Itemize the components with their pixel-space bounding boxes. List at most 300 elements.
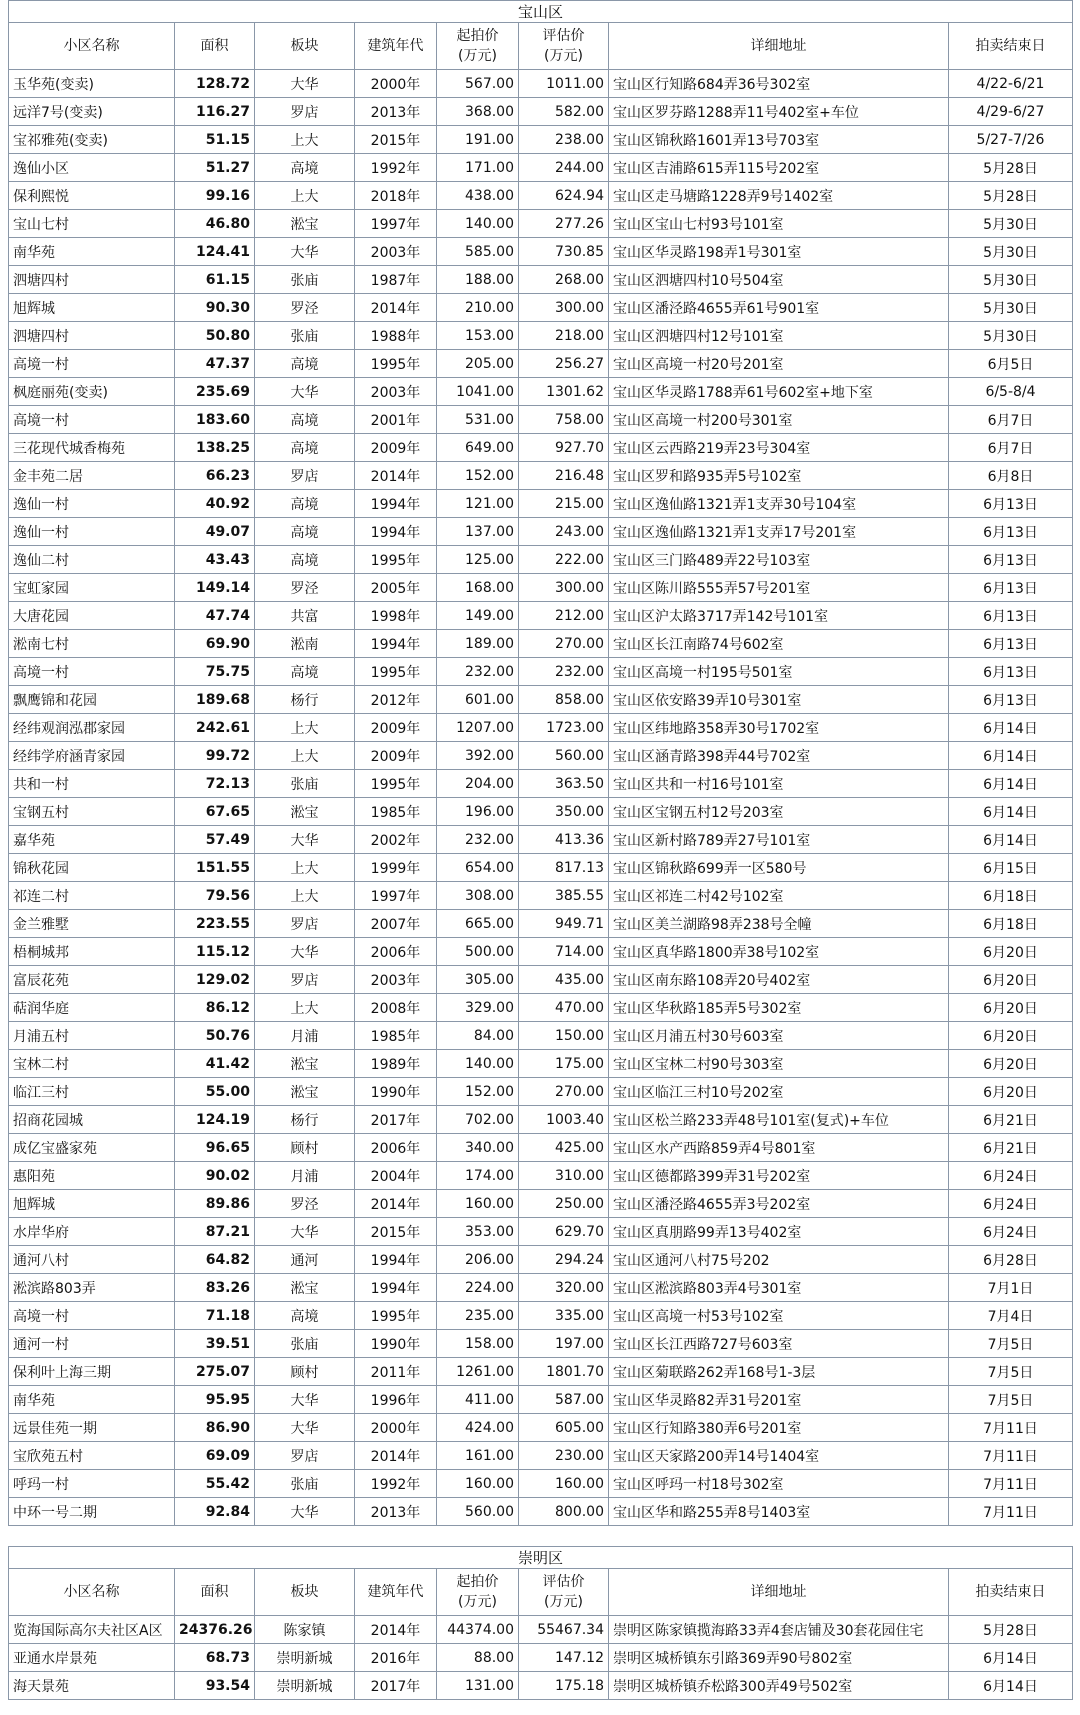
cell-block: 上大 [255, 854, 355, 882]
cell-end-date: 6月20日 [949, 1078, 1073, 1106]
table-row [9, 546, 1073, 574]
table-row [9, 1470, 1073, 1498]
cell-start-price: 206.00 [437, 1246, 519, 1274]
cell-area: 41.42 [175, 1050, 255, 1078]
cell-eval-price: 385.55 [519, 882, 609, 910]
cell-name: 览海国际高尔夫社区A区 [9, 1616, 175, 1644]
cell-block: 罗店 [255, 910, 355, 938]
cell-block: 高境 [255, 658, 355, 686]
cell-start-price: 196.00 [437, 798, 519, 826]
cell-eval-price: 294.24 [519, 1246, 609, 1274]
cell-eval-price: 425.00 [519, 1134, 609, 1162]
cell-name: 旭辉城 [9, 294, 175, 322]
cell-end-date: 5月28日 [949, 154, 1073, 182]
cell-address: 宝山区锦秋路1601弄13号703室 [609, 126, 949, 154]
table-row [9, 322, 1073, 350]
cell-name: 亚通水岸景苑 [9, 1644, 175, 1672]
table-row [9, 1386, 1073, 1414]
cell-end-date: 7月5日 [949, 1386, 1073, 1414]
cell-start-price: 171.00 [437, 154, 519, 182]
cell-eval-price: 605.00 [519, 1414, 609, 1442]
cell-start-price: 205.00 [437, 350, 519, 378]
cell-area: 55.00 [175, 1078, 255, 1106]
cell-area: 89.86 [175, 1190, 255, 1218]
cell-year: 2017年 [355, 1672, 437, 1700]
cell-block: 淞宝 [255, 1050, 355, 1078]
cell-area: 47.74 [175, 602, 255, 630]
column-header-name: 小区名称 [9, 1569, 175, 1616]
column-header-year: 建筑年代 [355, 23, 437, 70]
section-title-row [9, 1, 1073, 23]
cell-address: 宝山区德都路399弄31号202室 [609, 1162, 949, 1190]
table-header-row [9, 23, 1073, 70]
column-header-start-price [437, 23, 519, 70]
cell-end-date: 7月11日 [949, 1442, 1073, 1470]
cell-address: 宝山区宝钢五村12号203室 [609, 798, 949, 826]
cell-name: 南华苑 [9, 238, 175, 266]
table-row [9, 70, 1073, 98]
cell-area: 124.41 [175, 238, 255, 266]
cell-block: 上大 [255, 126, 355, 154]
cell-end-date: 6月14日 [949, 798, 1073, 826]
cell-address: 宝山区月浦五村30号603室 [609, 1022, 949, 1050]
cell-area: 43.43 [175, 546, 255, 574]
cell-eval-price: 363.50 [519, 770, 609, 798]
cell-address: 宝山区涵青路398弄44号702室 [609, 742, 949, 770]
table-row [9, 210, 1073, 238]
cell-end-date: 7月4日 [949, 1302, 1073, 1330]
cell-address: 宝山区美兰湖路98弄238号全幢 [609, 910, 949, 938]
cell-end-date: 5月28日 [949, 182, 1073, 210]
cell-address: 宝山区沪太路3717弄142号101室 [609, 602, 949, 630]
table-row [9, 1134, 1073, 1162]
cell-end-date: 6月7日 [949, 406, 1073, 434]
cell-area: 68.73 [175, 1644, 255, 1672]
cell-area: 40.92 [175, 490, 255, 518]
cell-start-price: 152.00 [437, 462, 519, 490]
cell-block: 高境 [255, 434, 355, 462]
cell-name: 宝祁雅苑(变卖) [9, 126, 175, 154]
column-header-start-price [437, 1569, 519, 1616]
cell-name: 逸仙一村 [9, 518, 175, 546]
column-header-eval-price [519, 23, 609, 70]
table-row [9, 294, 1073, 322]
cell-address: 宝山区逸仙路1321弄1支弄30号104室 [609, 490, 949, 518]
table-row [9, 1162, 1073, 1190]
cell-eval-price: 270.00 [519, 1078, 609, 1106]
cell-name: 宝虹家园 [9, 574, 175, 602]
cell-area: 86.12 [175, 994, 255, 1022]
cell-end-date: 6月7日 [949, 434, 1073, 462]
cell-area: 49.07 [175, 518, 255, 546]
cell-year: 2009年 [355, 434, 437, 462]
cell-end-date: 6月14日 [949, 1644, 1073, 1672]
table-row [9, 350, 1073, 378]
cell-eval-price: 218.00 [519, 322, 609, 350]
cell-address: 宝山区罗芬路1288弄11号402室+车位 [609, 98, 949, 126]
cell-block: 共富 [255, 602, 355, 630]
cell-year: 1989年 [355, 1050, 437, 1078]
cell-year: 1997年 [355, 882, 437, 910]
cell-year: 1992年 [355, 1470, 437, 1498]
cell-year: 2015年 [355, 1218, 437, 1246]
cell-block: 高境 [255, 406, 355, 434]
cell-eval-price: 244.00 [519, 154, 609, 182]
cell-block: 顾村 [255, 1134, 355, 1162]
table-row [9, 882, 1073, 910]
cell-year: 2001年 [355, 406, 437, 434]
cell-area: 24376.26 [175, 1616, 255, 1644]
cell-eval-price: 175.18 [519, 1672, 609, 1700]
cell-start-price: 140.00 [437, 1050, 519, 1078]
cell-address: 宝山区通河八村75号202 [609, 1246, 949, 1274]
cell-name: 泗塘四村 [9, 266, 175, 294]
cell-name: 旭辉城 [9, 1190, 175, 1218]
cell-address: 宝山区纬地路358弄30号1702室 [609, 714, 949, 742]
cell-name: 保利叶上海三期 [9, 1358, 175, 1386]
cell-end-date: 6月24日 [949, 1190, 1073, 1218]
cell-start-price: 189.00 [437, 630, 519, 658]
cell-name: 惠阳苑 [9, 1162, 175, 1190]
cell-year: 1994年 [355, 518, 437, 546]
cell-end-date: 5月30日 [949, 238, 1073, 266]
cell-start-price: 308.00 [437, 882, 519, 910]
column-header-label: 评估价 [542, 28, 585, 44]
cell-start-price: 424.00 [437, 1414, 519, 1442]
cell-block: 大华 [255, 378, 355, 406]
column-header-address: 详细地址 [609, 1569, 949, 1616]
cell-end-date: 6月21日 [949, 1134, 1073, 1162]
cell-area: 71.18 [175, 1302, 255, 1330]
column-header-name: 小区名称 [9, 23, 175, 70]
cell-year: 2000年 [355, 1414, 437, 1442]
cell-name: 金兰雅墅 [9, 910, 175, 938]
cell-eval-price: 560.00 [519, 742, 609, 770]
cell-eval-price: 216.48 [519, 462, 609, 490]
cell-year: 2000年 [355, 70, 437, 98]
cell-start-price: 1207.00 [437, 714, 519, 742]
table-row [9, 490, 1073, 518]
cell-eval-price: 758.00 [519, 406, 609, 434]
cell-area: 242.61 [175, 714, 255, 742]
table-row [9, 630, 1073, 658]
cell-eval-price: 413.36 [519, 826, 609, 854]
cell-start-price: 392.00 [437, 742, 519, 770]
cell-start-price: 702.00 [437, 1106, 519, 1134]
cell-end-date: 7月5日 [949, 1358, 1073, 1386]
cell-block: 陈家镇 [255, 1616, 355, 1644]
cell-block: 大华 [255, 1218, 355, 1246]
section-title: 崇明区 [9, 1547, 1073, 1569]
cell-eval-price: 243.00 [519, 518, 609, 546]
cell-block: 张庙 [255, 770, 355, 798]
table-row [9, 1050, 1073, 1078]
cell-eval-price: 435.00 [519, 966, 609, 994]
cell-end-date: 6月28日 [949, 1246, 1073, 1274]
column-header-label: 起拍价 [456, 1574, 499, 1590]
column-header-address: 详细地址 [609, 23, 949, 70]
cell-address: 宝山区华灵路198弄1号301室 [609, 238, 949, 266]
cell-year: 2008年 [355, 994, 437, 1022]
cell-area: 83.26 [175, 1274, 255, 1302]
column-header-label: 起拍价 [456, 28, 499, 44]
cell-block: 淞宝 [255, 1078, 355, 1106]
cell-block: 上大 [255, 714, 355, 742]
cell-start-price: 152.00 [437, 1078, 519, 1106]
cell-block: 大华 [255, 238, 355, 266]
cell-area: 66.23 [175, 462, 255, 490]
cell-eval-price: 175.00 [519, 1050, 609, 1078]
table-row [9, 1358, 1073, 1386]
cell-year: 1995年 [355, 546, 437, 574]
cell-address: 宝山区逸仙路1321弄1支弄17号201室 [609, 518, 949, 546]
cell-name: 远洋7号(变卖) [9, 98, 175, 126]
cell-name: 水岸华府 [9, 1218, 175, 1246]
cell-start-price: 411.00 [437, 1386, 519, 1414]
cell-start-price: 84.00 [437, 1022, 519, 1050]
cell-address: 宝山区祁连二村42号102室 [609, 882, 949, 910]
cell-eval-price: 222.00 [519, 546, 609, 574]
table-row [9, 1330, 1073, 1358]
cell-end-date: 6月14日 [949, 770, 1073, 798]
cell-year: 1988年 [355, 322, 437, 350]
cell-address: 宝山区走马塘路1228弄9号1402室 [609, 182, 949, 210]
cell-year: 2006年 [355, 1134, 437, 1162]
cell-address: 宝山区罗和路935弄5号102室 [609, 462, 949, 490]
cell-block: 月浦 [255, 1022, 355, 1050]
cell-block: 罗泾 [255, 1190, 355, 1218]
cell-address: 宝山区宝林二村90号303室 [609, 1050, 949, 1078]
table-row [9, 1246, 1073, 1274]
cell-start-price: 188.00 [437, 266, 519, 294]
table-row [9, 826, 1073, 854]
cell-block: 张庙 [255, 1330, 355, 1358]
cell-block: 罗店 [255, 966, 355, 994]
cell-year: 1994年 [355, 1274, 437, 1302]
cell-end-date: 7月11日 [949, 1498, 1073, 1526]
cell-address: 宝山区真朋路99弄13号402室 [609, 1218, 949, 1246]
cell-name: 金丰苑二居 [9, 462, 175, 490]
table-row [9, 126, 1073, 154]
cell-year: 2012年 [355, 686, 437, 714]
cell-year: 2016年 [355, 1644, 437, 1672]
table-row [9, 1616, 1073, 1644]
cell-end-date: 6月20日 [949, 1022, 1073, 1050]
cell-name: 高境一村 [9, 406, 175, 434]
column-header-eval-price [519, 1569, 609, 1616]
cell-eval-price: 212.00 [519, 602, 609, 630]
cell-block: 大华 [255, 938, 355, 966]
cell-end-date: 6月13日 [949, 518, 1073, 546]
cell-eval-price: 730.85 [519, 238, 609, 266]
cell-year: 2018年 [355, 182, 437, 210]
cell-name: 宝钢五村 [9, 798, 175, 826]
cell-block: 大华 [255, 1414, 355, 1442]
cell-start-price: 1041.00 [437, 378, 519, 406]
cell-start-price: 438.00 [437, 182, 519, 210]
cell-address: 宝山区锦秋路699弄一区580号 [609, 854, 949, 882]
cell-area: 138.25 [175, 434, 255, 462]
cell-year: 2009年 [355, 742, 437, 770]
cell-eval-price: 587.00 [519, 1386, 609, 1414]
cell-year: 2004年 [355, 1162, 437, 1190]
cell-block: 淞南 [255, 630, 355, 658]
cell-year: 2014年 [355, 1616, 437, 1644]
column-header-year: 建筑年代 [355, 1569, 437, 1616]
cell-area: 67.65 [175, 798, 255, 826]
table-row [9, 910, 1073, 938]
cell-block: 上大 [255, 182, 355, 210]
cell-eval-price: 197.00 [519, 1330, 609, 1358]
cell-name: 经纬观润泓郡家园 [9, 714, 175, 742]
cell-area: 57.49 [175, 826, 255, 854]
table-row [9, 966, 1073, 994]
cell-area: 50.80 [175, 322, 255, 350]
cell-year: 1998年 [355, 602, 437, 630]
cell-area: 69.90 [175, 630, 255, 658]
section-title: 宝山区 [9, 1, 1073, 23]
cell-start-price: 168.00 [437, 574, 519, 602]
cell-name: 南华苑 [9, 1386, 175, 1414]
cell-address: 宝山区高境一村200号301室 [609, 406, 949, 434]
cell-area: 115.12 [175, 938, 255, 966]
cell-year: 2009年 [355, 714, 437, 742]
column-header-unit: (万元) [544, 1594, 583, 1610]
cell-area: 149.14 [175, 574, 255, 602]
column-header-area: 面积 [175, 23, 255, 70]
cell-end-date: 6月8日 [949, 462, 1073, 490]
cell-name: 梧桐城邦 [9, 938, 175, 966]
cell-end-date: 6月13日 [949, 630, 1073, 658]
cell-year: 1994年 [355, 630, 437, 658]
cell-year: 1994年 [355, 1246, 437, 1274]
cell-block: 高境 [255, 518, 355, 546]
cell-start-price: 601.00 [437, 686, 519, 714]
cell-area: 69.09 [175, 1442, 255, 1470]
cell-area: 51.15 [175, 126, 255, 154]
cell-eval-price: 230.00 [519, 1442, 609, 1470]
cell-address: 宝山区依安路39弄10号301室 [609, 686, 949, 714]
cell-end-date: 6月14日 [949, 826, 1073, 854]
column-header-block: 板块 [255, 1569, 355, 1616]
cell-area: 46.80 [175, 210, 255, 238]
table-row [9, 462, 1073, 490]
column-header-end-date: 拍卖结束日 [949, 1569, 1073, 1616]
cell-block: 大华 [255, 70, 355, 98]
cell-end-date: 5月30日 [949, 210, 1073, 238]
cell-address: 宝山区泗塘四村10号504室 [609, 266, 949, 294]
cell-name: 远景佳苑一期 [9, 1414, 175, 1442]
cell-area: 96.65 [175, 1134, 255, 1162]
cell-name: 三花现代城香梅苑 [9, 434, 175, 462]
table-row [9, 714, 1073, 742]
cell-name: 锦秋花园 [9, 854, 175, 882]
cell-name: 淞滨路803弄 [9, 1274, 175, 1302]
cell-block: 杨行 [255, 686, 355, 714]
table-row [9, 378, 1073, 406]
cell-address: 宝山区华和路255弄8号1403室 [609, 1498, 949, 1526]
cell-end-date: 6月14日 [949, 742, 1073, 770]
cell-year: 1987年 [355, 266, 437, 294]
cell-eval-price: 714.00 [519, 938, 609, 966]
cell-address: 宝山区三门路489弄22号103室 [609, 546, 949, 574]
cell-name: 嘉华苑 [9, 826, 175, 854]
cell-year: 1995年 [355, 1302, 437, 1330]
auction-table-baoshan [8, 0, 1073, 1526]
cell-eval-price: 1011.00 [519, 70, 609, 98]
cell-area: 90.02 [175, 1162, 255, 1190]
cell-address: 宝山区长江西路727号603室 [609, 1330, 949, 1358]
cell-start-price: 560.00 [437, 1498, 519, 1526]
cell-address: 宝山区潘泾路4655弄3号202室 [609, 1190, 949, 1218]
cell-block: 罗泾 [255, 294, 355, 322]
cell-name: 经纬学府涵青家园 [9, 742, 175, 770]
cell-end-date: 6月20日 [949, 1050, 1073, 1078]
cell-start-price: 567.00 [437, 70, 519, 98]
table-row [9, 154, 1073, 182]
cell-eval-price: 150.00 [519, 1022, 609, 1050]
table-header-row [9, 1569, 1073, 1616]
cell-end-date: 6月5日 [949, 350, 1073, 378]
table-row [9, 98, 1073, 126]
cell-year: 1999年 [355, 854, 437, 882]
cell-block: 淞宝 [255, 1274, 355, 1302]
cell-start-price: 88.00 [437, 1644, 519, 1672]
cell-address: 宝山区共和一村16号101室 [609, 770, 949, 798]
cell-eval-price: 927.70 [519, 434, 609, 462]
cell-name: 泗塘四村 [9, 322, 175, 350]
cell-block: 淞宝 [255, 798, 355, 826]
table-row [9, 1218, 1073, 1246]
cell-year: 1994年 [355, 490, 437, 518]
cell-end-date: 6月24日 [949, 1162, 1073, 1190]
cell-block: 罗店 [255, 462, 355, 490]
cell-eval-price: 250.00 [519, 1190, 609, 1218]
cell-end-date: 6月13日 [949, 490, 1073, 518]
cell-start-price: 340.00 [437, 1134, 519, 1162]
column-header-label: 评估价 [542, 1574, 585, 1590]
cell-year: 2014年 [355, 1190, 437, 1218]
cell-year: 2006年 [355, 938, 437, 966]
cell-area: 39.51 [175, 1330, 255, 1358]
cell-name: 呼玛一村 [9, 1470, 175, 1498]
cell-block: 高境 [255, 154, 355, 182]
cell-block: 月浦 [255, 1162, 355, 1190]
table-row [9, 1106, 1073, 1134]
cell-address: 宝山区华灵路82弄31号201室 [609, 1386, 949, 1414]
cell-eval-price: 300.00 [519, 574, 609, 602]
cell-eval-price: 582.00 [519, 98, 609, 126]
cell-year: 1990年 [355, 1330, 437, 1358]
cell-start-price: 137.00 [437, 518, 519, 546]
cell-area: 235.69 [175, 378, 255, 406]
cell-name: 富辰花苑 [9, 966, 175, 994]
cell-start-price: 121.00 [437, 490, 519, 518]
cell-name: 祁连二村 [9, 882, 175, 910]
table-row [9, 238, 1073, 266]
cell-area: 86.90 [175, 1414, 255, 1442]
cell-start-price: 160.00 [437, 1190, 519, 1218]
cell-eval-price: 160.00 [519, 1470, 609, 1498]
cell-name: 淞南七村 [9, 630, 175, 658]
cell-name: 逸仙二村 [9, 546, 175, 574]
cell-address: 宝山区水产西路859弄4号801室 [609, 1134, 949, 1162]
cell-year: 2005年 [355, 574, 437, 602]
cell-block: 张庙 [255, 322, 355, 350]
cell-end-date: 5月30日 [949, 266, 1073, 294]
cell-address: 宝山区高境一村195号501室 [609, 658, 949, 686]
cell-area: 72.13 [175, 770, 255, 798]
